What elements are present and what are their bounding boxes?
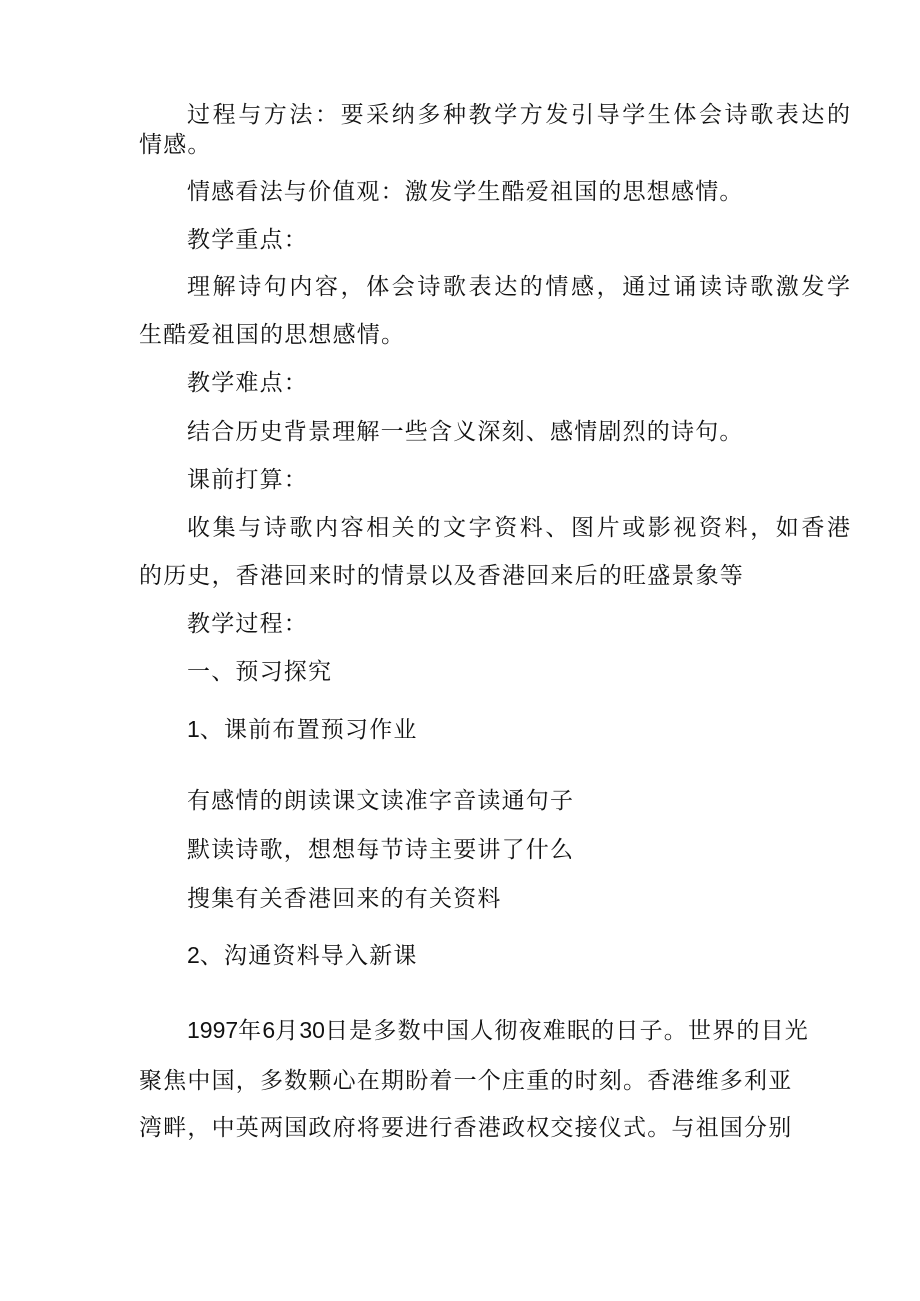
paragraph-difficulty: 结合历史背景理解一些含义深刻、感情剧烈的诗句。	[187, 419, 744, 445]
paragraph-focus-line2: 生酷爱祖国的思想感情。	[139, 322, 406, 348]
paragraph-preparation-line2: 的历史，香港回来时的情景以及香港回来后的旺盛景象等	[139, 563, 744, 589]
date-month-char: 月	[275, 1018, 300, 1044]
section-preview-explore: 一、预习探究	[187, 659, 333, 685]
heading-preparation: 课前打算：	[187, 467, 308, 493]
paragraph-preparation-line1: 收集与诗歌内容相关的文字资料、图片或影视资料，如香港	[187, 515, 853, 541]
step-text: 、课前布置预习作业	[199, 717, 418, 743]
step-text: 、沟通资料导入新课	[199, 943, 418, 969]
step-2-introduce-lesson	[187, 940, 418, 971]
heading-teaching-focus: 教学重点：	[187, 227, 308, 253]
paragraph-process-method-line1: 过程与方法：要采纳多种教学方发引导学生体会诗歌表达的	[187, 102, 853, 128]
preview-task-silent-read: 默读诗歌，想想每节诗主要讲了什么	[187, 837, 575, 863]
history-line1-rest: 日是多数中国人彻夜难眠的日子。世界的目光	[324, 1018, 809, 1044]
preview-task-collect-materials: 搜集有关香港回来的有关资料	[187, 886, 502, 912]
date-day: 30	[299, 1017, 325, 1043]
paragraph-focus-line1: 理解诗句内容，体会诗歌表达的情感，通过诵读诗歌激发学	[187, 274, 853, 300]
paragraph-process-method-line2: 情感。	[139, 132, 212, 158]
paragraph-history-line1	[187, 1015, 809, 1046]
heading-teaching-process: 教学过程：	[187, 611, 308, 637]
date-month: 6	[262, 1017, 276, 1043]
paragraph-emotion-values: 情感看法与价值观：激发学生酷爱祖国的思想感情。	[187, 179, 744, 205]
step-number: 2	[187, 942, 200, 968]
heading-teaching-difficulty: 教学难点：	[187, 370, 308, 396]
step-number: 1	[187, 716, 200, 742]
paragraph-history-line2: 聚焦中国，多数颗心在期盼着一个庄重的时刻。香港维多利亚	[139, 1068, 793, 1094]
date-year-char: 年	[238, 1018, 263, 1044]
date-year: 1997	[187, 1017, 239, 1043]
paragraph-history-line3: 湾畔，中英两国政府将要进行香港政权交接仪式。与祖国分别	[139, 1115, 793, 1141]
step-1-assign-preview	[187, 714, 418, 745]
preview-task-read-aloud: 有感情的朗读课文读准字音读通句子	[187, 788, 575, 814]
